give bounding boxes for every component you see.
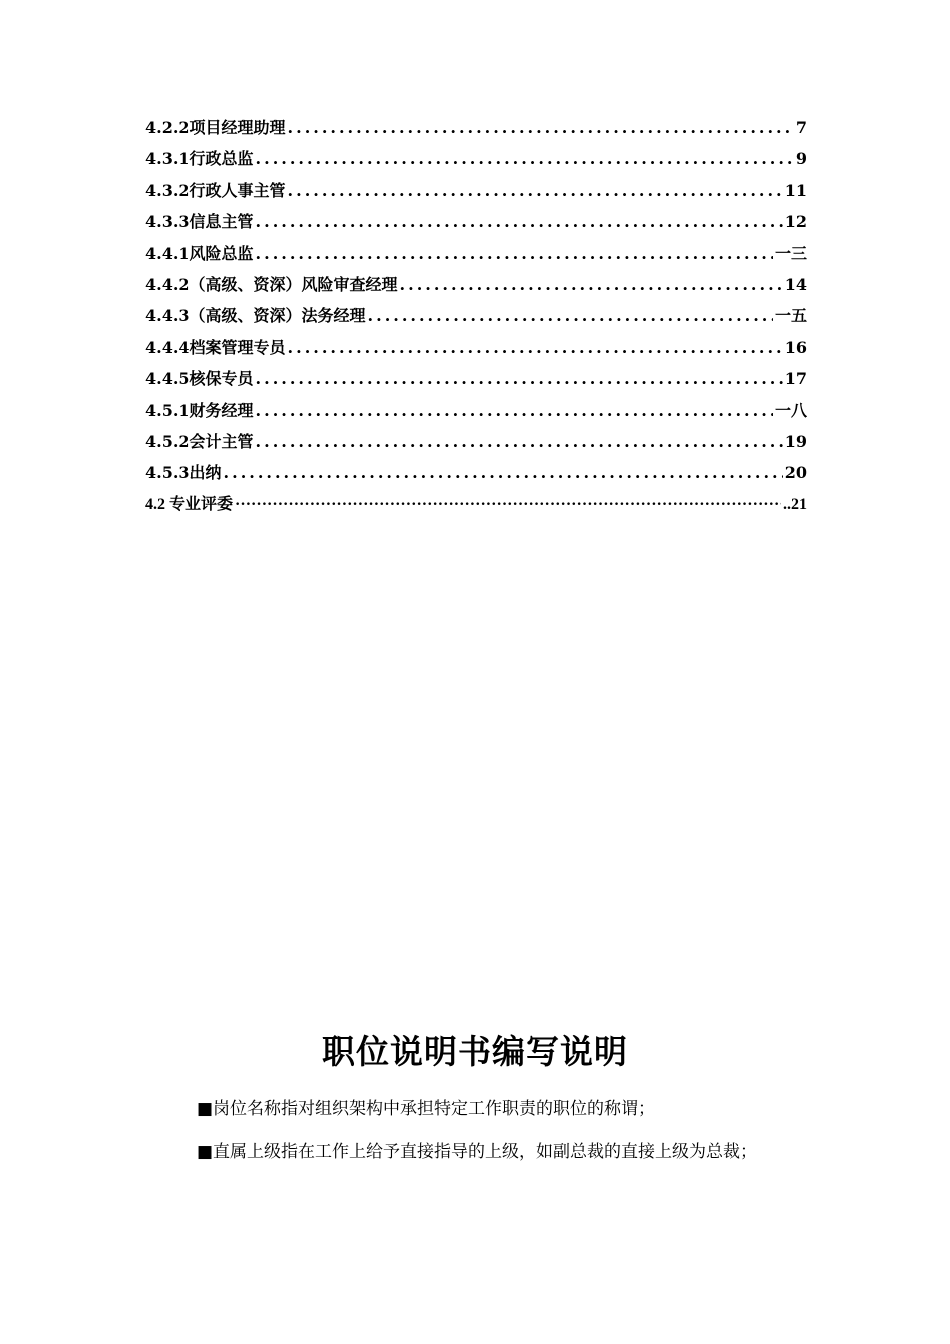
toc-entry-page: 20 bbox=[784, 463, 807, 483]
toc-leader-dots bbox=[288, 332, 783, 363]
toc-entry-page: 14 bbox=[784, 274, 807, 294]
toc-leader-dots bbox=[368, 300, 773, 331]
toc-leader-dots bbox=[256, 206, 783, 237]
toc-entry-label: 4.2.2项目经理助理 bbox=[145, 118, 286, 137]
toc-entry-label: 4.4.3（高级、资深）法务经理 bbox=[145, 306, 366, 326]
toc-leader-dots bbox=[256, 143, 794, 174]
table-of-contents bbox=[145, 112, 807, 520]
toc-entry-page: ..21 bbox=[783, 495, 807, 513]
toc-entry[interactable] bbox=[145, 206, 807, 237]
toc-entry[interactable] bbox=[145, 269, 807, 300]
toc-entry-page: 7 bbox=[795, 118, 807, 137]
toc-entry-label: 4.4.1风险总监 bbox=[145, 243, 254, 263]
toc-entry[interactable] bbox=[145, 426, 807, 457]
toc-entry[interactable] bbox=[145, 363, 807, 394]
toc-leader-dots bbox=[224, 457, 783, 488]
toc-leader-dots bbox=[256, 395, 773, 426]
toc-leader-dots bbox=[288, 112, 794, 143]
toc-entry-label: 4.5.3出纳 bbox=[145, 463, 222, 483]
toc-entry[interactable] bbox=[145, 457, 807, 488]
toc-entry-page: 19 bbox=[784, 431, 807, 451]
toc-entry-page: 一八 bbox=[774, 400, 807, 420]
toc-entry[interactable] bbox=[145, 238, 807, 269]
body-paragraph: ■直属上级指在工作上给予直接指导的上级，如副总裁的直接上级为总裁； bbox=[197, 1142, 758, 1162]
section-title: 职位说明书编写说明 bbox=[322, 1032, 628, 1071]
toc-entry-label: 4.4.2（高级、资深）风险审查经理 bbox=[145, 274, 398, 294]
toc-entry[interactable] bbox=[145, 175, 807, 206]
toc-entry[interactable] bbox=[145, 395, 807, 426]
toc-entry-page: 11 bbox=[784, 180, 807, 200]
toc-entry-page: 12 bbox=[784, 212, 807, 232]
toc-entry-label: 4.5.2会计主管 bbox=[145, 431, 254, 451]
toc-entry-page: 一五 bbox=[774, 306, 807, 326]
toc-leader-dots bbox=[256, 426, 783, 457]
toc-leader-dots bbox=[400, 269, 783, 300]
toc-entry-label: 4.3.1行政总监 bbox=[145, 149, 254, 169]
toc-entry[interactable] bbox=[145, 332, 807, 363]
toc-entry-page: 16 bbox=[784, 337, 807, 357]
toc-leader-dots bbox=[256, 238, 773, 269]
toc-leader-dots bbox=[256, 363, 783, 394]
toc-entry-page: 17 bbox=[784, 369, 807, 389]
toc-leader-dots bbox=[288, 175, 783, 206]
toc-entry-label: 4.2 专业评委 bbox=[145, 495, 234, 513]
toc-entry[interactable] bbox=[145, 300, 807, 331]
toc-entry-label: 4.3.2行政人事主管 bbox=[145, 180, 286, 200]
toc-entry-label: 4.5.1财务经理 bbox=[145, 400, 254, 420]
toc-entry-label: 4.4.4档案管理专员 bbox=[145, 337, 286, 357]
toc-entry-page: 一三 bbox=[774, 243, 807, 263]
body-paragraph: ■岗位名称指对组织架构中承担特定工作职责的职位的称谓； bbox=[197, 1099, 656, 1119]
toc-entry[interactable] bbox=[145, 143, 807, 174]
toc-entry[interactable] bbox=[145, 112, 807, 143]
toc-entry[interactable] bbox=[145, 489, 807, 520]
toc-leader-dots bbox=[235, 489, 781, 520]
toc-entry-label: 4.4.5核保专员 bbox=[145, 369, 254, 389]
toc-entry-page: 9 bbox=[795, 149, 807, 169]
toc-entry-label: 4.3.3信息主管 bbox=[145, 212, 254, 232]
